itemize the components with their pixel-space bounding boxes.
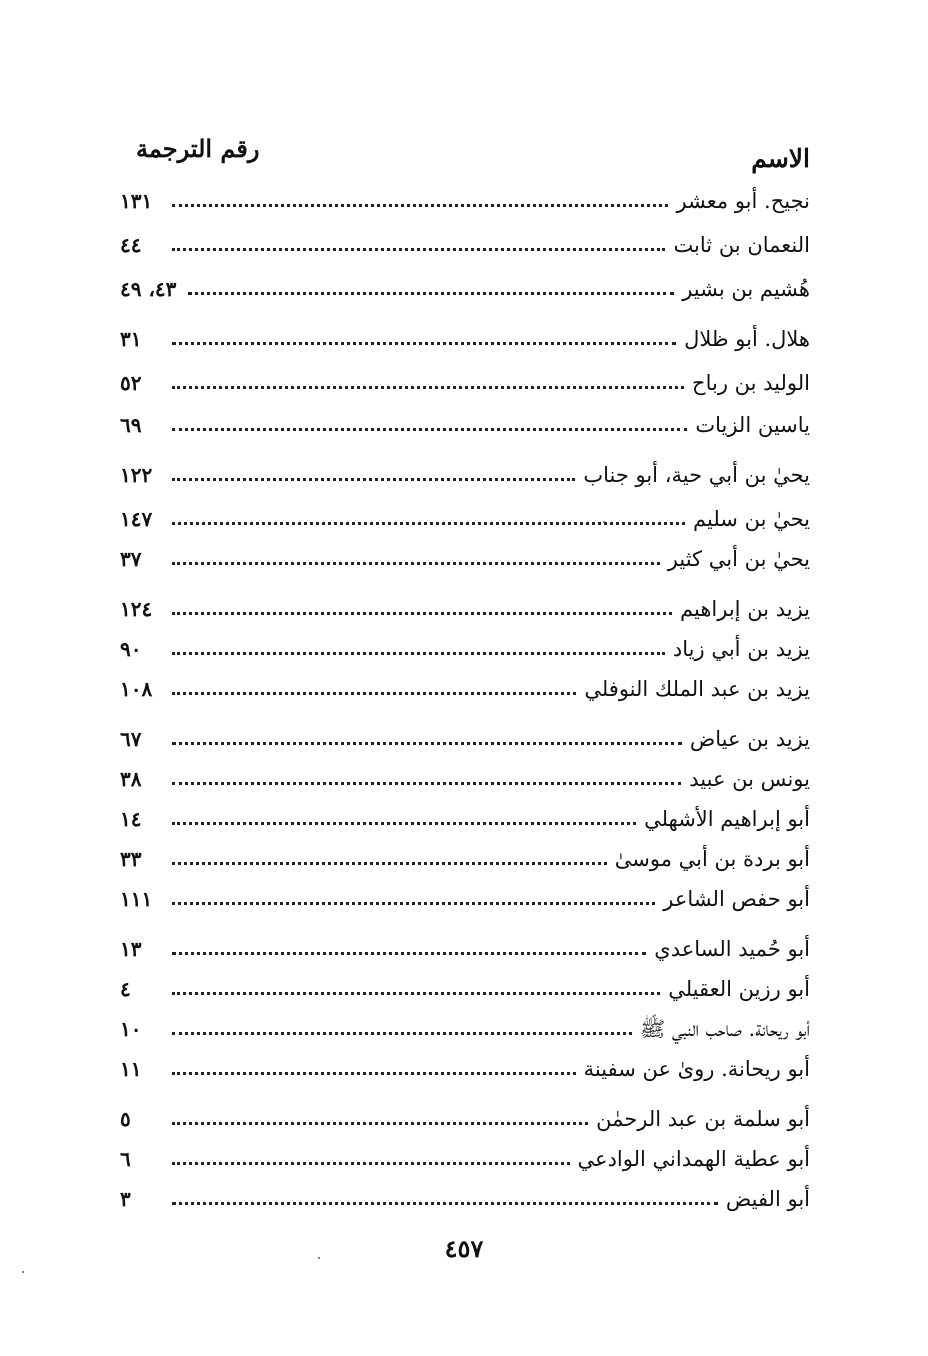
leader-dots [172, 204, 668, 207]
entry-name: النعمان بن ثابت [673, 233, 810, 257]
entry-name: أبو عطية الهمداني الوادعي [577, 1147, 810, 1171]
entry-name: هلال. أبو ظلال [684, 327, 810, 351]
entry-number: ٦٩ [120, 413, 142, 437]
entry-number: ١٣١ [120, 189, 153, 213]
leader-dots [172, 386, 684, 389]
scan-speck [318, 1257, 320, 1259]
entry-number: ١٢٤ [120, 597, 153, 621]
index-entry [120, 538, 810, 574]
entry-name: أبو حُميد الساعدي [654, 937, 810, 961]
index-entry [120, 838, 810, 874]
leader-dots [172, 248, 665, 251]
entry-name: الوليد بن رباح [692, 371, 810, 395]
entry-number: ٣ [120, 1187, 131, 1211]
entry-number: ٣١ [120, 327, 142, 351]
entry-name: أبو ريحانة. روىٰ عن سفينة [583, 1057, 810, 1081]
index-entry [120, 1048, 810, 1084]
entry-number: ٦٧ [120, 727, 142, 751]
entry-name: يحيٰ بن سليم [693, 507, 810, 531]
leader-dots [172, 952, 646, 955]
scan-speck [22, 1271, 24, 1273]
leader-dots [172, 822, 636, 825]
index-entry [120, 268, 810, 304]
leader-dots [172, 742, 682, 745]
leader-dots [172, 1072, 576, 1075]
entry-name: أبو رزين العقيلي [668, 977, 810, 1001]
entry-number: ٤٣، ٤٩ [120, 277, 177, 301]
leader-dots [172, 428, 687, 431]
leader-dots [188, 292, 674, 295]
leader-dots [172, 692, 576, 695]
index-entry [120, 968, 810, 1004]
index-entry [120, 180, 810, 216]
leader-dots [172, 612, 672, 615]
index-entry [120, 1098, 810, 1134]
entry-name: أبو بردة بن أبي موسىٰ [614, 847, 810, 871]
entry-name: نجيح. أبو معشر [676, 189, 810, 213]
entry-name: هُشيم بن بشير [682, 277, 810, 301]
entry-name: ياسين الزيات [695, 413, 810, 437]
entry-name: يزيد بن عبد الملك النوفلي [584, 677, 810, 701]
entry-number: ٥ [120, 1107, 131, 1131]
index-entry [120, 1178, 810, 1214]
entry-name: يزيد بن عياض [689, 727, 810, 751]
entry-number: ١٤٧ [120, 507, 153, 531]
index-entry [120, 362, 810, 398]
leader-dots [172, 1162, 570, 1165]
leader-dots [172, 1032, 632, 1035]
index-entry [120, 1138, 810, 1174]
entry-number: ٦ [120, 1147, 131, 1171]
leader-dots [172, 902, 655, 905]
index-entry [120, 498, 810, 534]
index-entry [120, 878, 810, 914]
leader-dots [172, 1122, 588, 1125]
name-column-heading: الاسم [751, 144, 810, 173]
entry-number: ٤٤ [120, 233, 142, 257]
leader-dots [172, 862, 607, 865]
leader-dots [172, 1202, 718, 1205]
index-entry [120, 454, 810, 490]
scan-speck [603, 521, 605, 523]
entry-name: أبو إبراهيم الأشهلي [644, 807, 810, 831]
entry-number: ١٢٢ [120, 463, 153, 487]
entry-number: ٣٣ [120, 847, 142, 871]
index-entry [120, 1008, 810, 1044]
entry-name: أبو سلمة بن عبد الرحمٰن [596, 1107, 810, 1131]
entry-number: ٣٧ [120, 547, 142, 571]
entry-number: ١٠٨ [120, 677, 153, 701]
index-entry [120, 718, 810, 754]
index-entry [120, 404, 810, 440]
index-entry [120, 758, 810, 794]
leader-dots [172, 782, 681, 785]
index-entry [120, 928, 810, 964]
number-column-heading: رقم الترجمة [136, 134, 260, 163]
entry-number: ٣٨ [120, 767, 142, 791]
entry-name: أبو ريحانة. صاحب النبي ﷺ [639, 1017, 810, 1041]
leader-dots [172, 342, 676, 345]
entry-name: أبو الفيض [725, 1187, 810, 1211]
leader-dots [172, 478, 575, 481]
entry-number: ١٠ [120, 1017, 142, 1041]
entry-number: ٤ [120, 977, 131, 1001]
index-entry [120, 668, 810, 704]
leader-dots [172, 992, 660, 995]
entry-number: ٥٢ [120, 371, 142, 395]
entry-number: ١٣ [120, 937, 142, 961]
entry-name: أبو حفص الشاعر [663, 887, 810, 911]
leader-dots [172, 522, 685, 525]
entry-number: ٩٠ [120, 637, 142, 661]
leader-dots [172, 652, 665, 655]
index-entry [120, 798, 810, 834]
entry-name: يزيد بن أبي زياد [672, 637, 810, 661]
entry-name: يونس بن عبيد [689, 767, 810, 791]
entry-number: ١١١ [120, 887, 153, 911]
index-entry [120, 628, 810, 664]
entry-number: ١٤ [120, 807, 142, 831]
index-entry [120, 224, 810, 260]
index-entry [120, 318, 810, 354]
entry-number: ١١ [120, 1057, 142, 1081]
index-entry [120, 588, 810, 624]
index-header [126, 134, 810, 174]
page-number: ٤٥٧ [444, 1234, 484, 1263]
leader-dots [172, 562, 660, 565]
entry-name: يحيٰ بن أبي كثير [667, 547, 810, 571]
entry-name: يزيد بن إبراهيم [680, 597, 810, 621]
entry-name: يحيٰ بن أبي حية، أبو جناب [583, 463, 810, 487]
